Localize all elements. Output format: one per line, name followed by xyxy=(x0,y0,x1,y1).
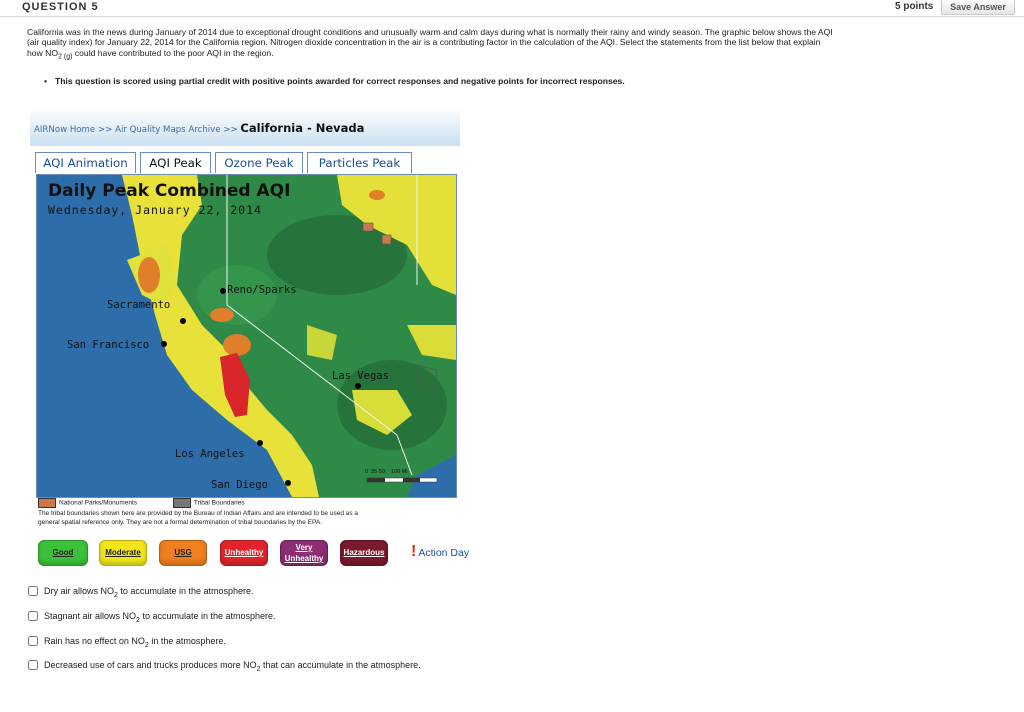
disclaimer-line: The tribal boundaries shown here are provided by the Bureau of Indian Affairs and are intended to be used as a xyxy=(38,510,359,517)
los-angeles-marker xyxy=(257,440,263,446)
reno-marker xyxy=(220,288,226,294)
points-label: 5 points xyxy=(895,1,934,12)
aqi-usg-button[interactable]: USG xyxy=(159,540,207,566)
legend-parks-label: National Parks/Monuments xyxy=(59,499,138,507)
city-label-sacramento: Sacramento xyxy=(107,299,171,311)
disclaimer-line: general spatial reference only. They are not a formal determination of tribal boundaries by the EPA. xyxy=(38,519,322,526)
tab-aqi-peak[interactable]: AQI Peak xyxy=(140,152,211,173)
city-label-los-angeles: Los Angeles xyxy=(175,448,245,460)
airnow-header xyxy=(30,108,460,146)
answer-checkbox[interactable] xyxy=(28,660,38,670)
tab-ozone-peak[interactable]: Ozone Peak xyxy=(215,152,303,173)
question-header xyxy=(0,0,1024,17)
las-vegas-marker xyxy=(355,383,361,389)
breadcrumb-links[interactable]: AIRNow Home >> Air Quality Maps Archive >> xyxy=(34,125,238,135)
prompt-line: how $NO_{2 (g)}$ could have contributed to the poor AQI in the region. xyxy=(27,47,274,61)
scale-labels: 0 25 50 100 Mi xyxy=(365,469,408,475)
tab-particles-peak[interactable]: Particles Peak xyxy=(307,152,412,173)
legend-tribal-label: Tribal Boundaries xyxy=(193,499,245,507)
city-label-san-francisco: San Francisco xyxy=(67,339,150,351)
aqi-good-button[interactable]: Good xyxy=(38,540,88,566)
answer-choice[interactable]: Rain has no effect on $NO_2$ in the atmosphere. xyxy=(28,636,226,649)
san-francisco-marker xyxy=(161,341,167,347)
answer-choice[interactable]: Decreased use of cars and trucks produces more $NO_2$ that can accumulate in the atmosphere. xyxy=(28,660,421,673)
answer-checkbox[interactable] xyxy=(28,636,38,646)
aqi-map xyxy=(36,174,457,498)
map-date: Wednesday, January 22, 2014 xyxy=(48,203,262,217)
map-title: Daily Peak Combined AQI xyxy=(48,181,291,201)
prompt-line: (air quality index) for January 22, 2014 for the California region. Nitrogen dioxide concentration in the air is a contributing factor in the calculation of the AQI. Select the statements from the list below that explain xyxy=(27,37,821,48)
city-label-reno: Reno/Sparks xyxy=(227,284,297,296)
save-answer-button[interactable]: Save Answer xyxy=(941,0,1015,15)
question-title: QUESTION 5 xyxy=(22,1,99,13)
sacramento-marker xyxy=(180,318,186,324)
san-diego-marker xyxy=(285,480,291,486)
breadcrumb xyxy=(34,121,364,135)
aqi-hazardous-button[interactable]: Hazardous xyxy=(340,540,388,566)
city-label-san-diego: San Diego xyxy=(211,479,268,491)
parks-swatch xyxy=(38,498,56,508)
answer-checkbox[interactable] xyxy=(28,611,38,621)
question-prompt xyxy=(27,27,1002,63)
aqi-moderate-button[interactable]: Moderate xyxy=(99,540,147,566)
map-legend xyxy=(38,498,245,508)
city-label-las-vegas: Las Vegas xyxy=(332,370,389,382)
breadcrumb-current: California - Nevada xyxy=(240,121,365,135)
aqi-very-unhealthy-button[interactable]: Very Unhealthy xyxy=(280,540,328,566)
aqi-unhealthy-button[interactable]: Unhealthy xyxy=(220,540,268,566)
scoring-note: • This question is scored using partial credit with positive points awarded for correct responses and negative points for incorrect responses. xyxy=(44,76,625,86)
answer-checkbox[interactable] xyxy=(28,586,38,596)
tribal-swatch xyxy=(173,498,191,508)
tab-aqi-animation[interactable]: AQI Animation xyxy=(35,152,136,173)
exclamation-icon: ! xyxy=(411,543,417,560)
aqi-map-image xyxy=(37,175,456,497)
answer-choice[interactable]: Stagnant air allows $NO_2$ to accumulate in the atmosphere. xyxy=(28,611,276,624)
answer-choice[interactable]: Dry air allows $NO_2$ to accumulate in the atmosphere. xyxy=(28,586,254,599)
prompt-line: California was in the news during January of 2014 due to exceptional drought conditions and unusually warm and calm days during what is normally their rainy and windy season. The graphic below shows the AQI xyxy=(27,27,833,37)
airnow-graphic xyxy=(30,108,470,565)
action-day-link[interactable]: ! Action Day xyxy=(411,543,470,560)
